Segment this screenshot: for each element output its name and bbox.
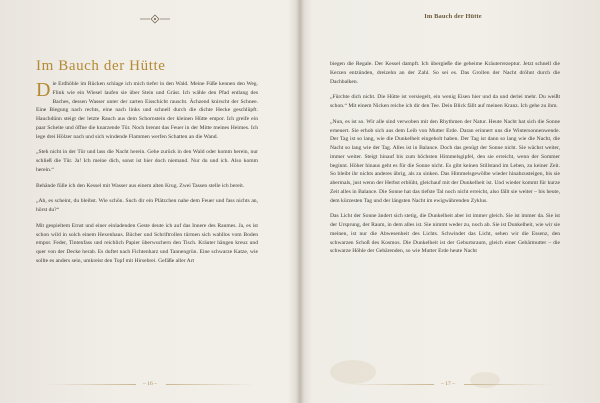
paragraph: biegen die Regale. Der Kessel dampft. Ich übergieße die geheime Kräuterrezeptur. Jetzt schnell die Kerzen entzünden, dreizehn an der Zahl. So sei es. Das Grollen der Nacht dröhnt durch die Dachbalken. (330, 61, 560, 85)
page-number: – 17 – (441, 381, 455, 387)
folio-rule (48, 384, 136, 385)
paragraph: Behände fülle ich den Kessel mit Wasser aus einem alten Krug. Zwei Tassen stelle ich bereit. (36, 182, 245, 189)
paragraph: „Nun, es ist so. Wir alle sind verwoben mit den Rhythmen der Natur. Heute Nacht hat sich die Sonne erneuert. Sie erhob sich aus dem Leib von Mutter Erde. Daran erinnert uns die Wintersonnenwende. Der Tag ist so lang, wie die Dunkelheit eingeholt haben. Der Tag ist dann so lang wie die Nacht, die Nacht so lang wie der Tag. Alles ist in Balance. Doch das genügt der Sonne nicht. Sie wächst weiter, immer weiter. Steigt hinauf bis zum höchsten Himmelsgipfel, den sie erreicht, wenn der Sommer beginnt. Höher hinaus geht es für die Sonne nicht. Es gibt keinen Stillstand im Leben, zu keiner Zeit. So bleibt ihr nichts anderes übrig, als zu sinken. Das Himmelsgewölbe wieder hinabzusteigen, bis sie abermals, just wenn der Herbst erblüht, gleichauf mit der Dunkelheit ist. Und wieder kommt für kurze Zeit alles in Balance. Die Sonne hat das tiefste Tal noch nicht erreicht, also fällt sie weiter – bis heute, dem kürzesten Tag und der längsten Nacht im ewigwährenden Zyklus. (330, 118, 560, 204)
paragraph: „Ah, es scheint, du bleibst. Wie schön. Such dir ein Plätzchen nahe dem Feuer und fass nichts an, hörst du?“ (36, 198, 258, 213)
paragraph: Mit gespieltem Ernst und einer einladenden Geste deute ich auf das Innere des Raumes. Ja, es ist schon wild in solch einem Hexenhaus. Bücher und Schriftrollen türmen sich wahllos vom Boden empor. Feder, Tintenfass und reichlich Papier überwuchern den Tisch. Kräuter hängen kreuz und quer von der Decke herab. Es duftet nach Fichtenharz und Tannengrün. Eine schwarze Katze, wie sollte es anders sein, umkreist den Topf mit Hirsebrei. Gefäße aller Art (36, 222, 258, 264)
left-page-body (36, 80, 258, 273)
paragraph (36, 80, 258, 141)
right-page-body (330, 60, 560, 263)
folio-rule (464, 384, 552, 385)
running-head: Im Bauch der Hütte (424, 13, 482, 20)
paragraph-text: ie Erdhöhle im Rücken schlage ich mich tiefer in den Wald. Meine Füße kennen den Weg. Flink wie ein Wiesel laufen sie über Stein und Gräst. Ich wähle den Pfad entlang des Baches, dessen Wasser unter der zarten Eisschicht rauscht. Ächzend knirscht der Schnee. Eine Biegung nach rechts, eine nach links und schnell durch die dichte Hecke geschlüpft. Hauchdünn steigt der letzte Rauch aus dem Schornstein der kleinen Hütte empor. Ich greife ein paar Scheite und öffne die knarzende Tür. Noch brennt das Feuer in der Mitte meines Heimes. Ich lege drei Hölzer nach und sich windende Flammen werfen Schatten an die Wand. (36, 81, 258, 140)
book-gutter (296, 0, 304, 403)
paragraph: „Fürchte dich nicht. Die Hütte ist versiegelt, ein wenig Eisen hier und da und derlei mehr. Du weißt schon.“ Mit einem Nicken reiche ich dir den Tee. Dein Blick fällt auf meinen Kranz. Ich gehe zu ihm. (330, 94, 560, 109)
drop-cap: D (36, 79, 51, 101)
left-page (0, 0, 290, 403)
folio-rule (346, 384, 434, 385)
right-page (310, 0, 600, 403)
ornament-icon (140, 14, 170, 24)
chapter-title: Im Bauch der Hütte (36, 58, 166, 74)
page-number: – 16 – (143, 381, 157, 387)
paragraph: „Steh nicht in der Tür und lass die Nacht herein. Gehe zurück in den Wald oder komm herein, nur schließ die Tür. Ja! Ich meine dich, sonst ist hier doch niemand. Nur du und ich. Also komm herein.“ (36, 149, 258, 173)
paragraph: Das Licht der Sonne ändert sich stetig, die Dunkelheit aber ist immer gleich. Sie ist immer da. Sie ist der Ursprung, der Raum, in dem alles ist. Sie nimmt weder zu, noch ab. Sie ist Dunkelheit, wie wir sie meinen, ist nur die Abwesenheit des Lichts. Schwindet das Licht, sehen wir die Essenz, den schwarzen Schoß des Kosmos. Die Dunkelheit ist der Geburtsraum, gleich einer Gebärmutter – die schwarze Höhle der Gebärenden, so wie Mutter Erde heute Nacht (330, 213, 560, 255)
folio-rule (166, 384, 254, 385)
